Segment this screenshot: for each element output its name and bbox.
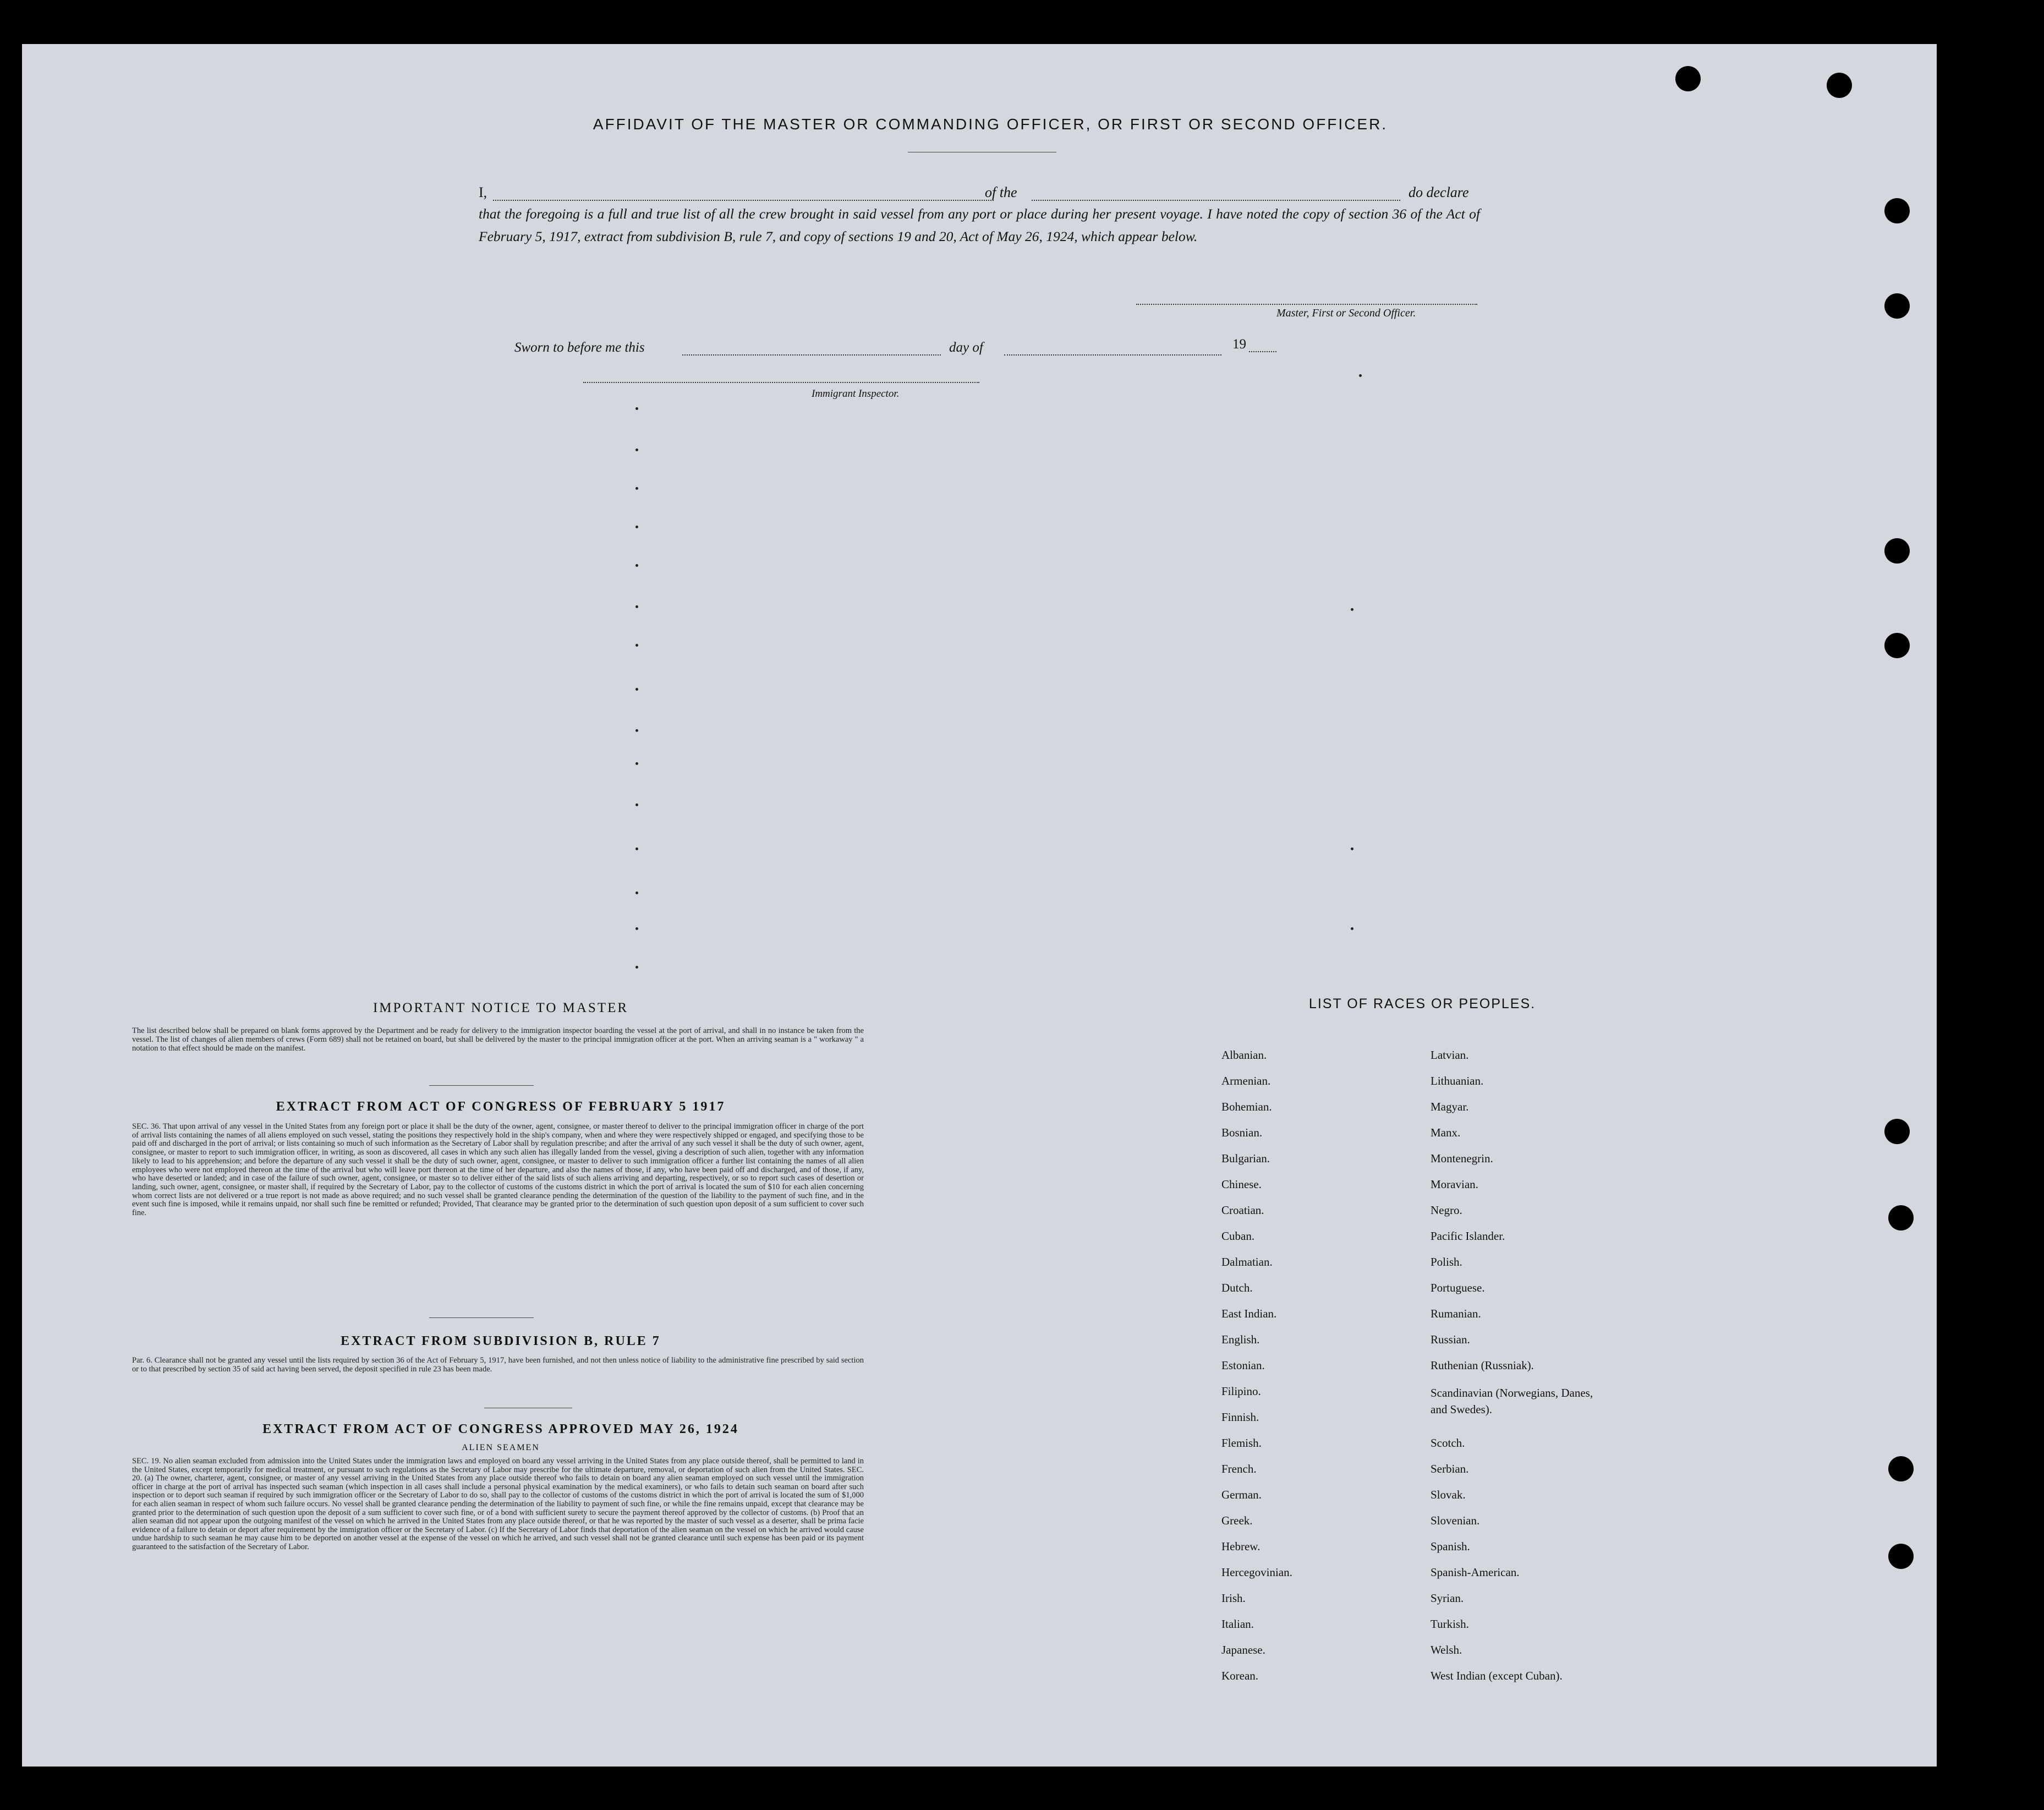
punch-hole (1884, 1119, 1910, 1144)
race-item: English. (1221, 1333, 1260, 1346)
inspector-caption: Immigrant Inspector. (812, 388, 900, 400)
race-item: Spanish-American. (1431, 1566, 1520, 1579)
race-item: West Indian (except Cuban). (1431, 1669, 1563, 1682)
race-item: Hercegovinian. (1221, 1566, 1292, 1579)
punch-hole (1884, 538, 1910, 564)
race-item: Montenegrin. (1431, 1152, 1493, 1165)
races-column-1 (1221, 1048, 1425, 1695)
sworn-year-field[interactable] (1249, 351, 1276, 352)
race-item: Ruthenian (Russniak). (1431, 1359, 1534, 1372)
speck (635, 564, 638, 567)
sworn-day-field[interactable] (682, 354, 941, 356)
race-item: Scotch. (1431, 1436, 1465, 1450)
race-item: Bohemian. (1221, 1100, 1272, 1113)
race-item: Manx. (1431, 1126, 1461, 1139)
race-item: Polish. (1431, 1255, 1462, 1268)
race-item: Greek. (1221, 1514, 1253, 1527)
race-item: Russian. (1431, 1333, 1470, 1346)
race-item: Chinese. (1221, 1178, 1262, 1191)
extract-1924-subtitle: ALIEN SEAMEN (462, 1443, 540, 1452)
race-item: Estonian. (1221, 1359, 1265, 1372)
speck (635, 762, 638, 765)
speck (635, 449, 638, 451)
extract-1917-text: SEC. 36. That upon arrival of any vessel in the United States from any foreign port or place it shall be the duty of the owner, agent, consignee, or master thereof to deliver to the principal immigration officer in charge of the port of arrival lists containing the names of all aliens employed on such vessel, stating the positions they respectively hold in the ship's company, when and where they were respectively shipped or engaged, and specifying those to be paid off and discharged in the port of arrival; or lists containing so much of such information as the Secretary of Labor shall by regulation prescribe; and after the arrival of any such vessel it shall be the duty of such owner, agent, consignee, or master to report to such immigration officer, in writing, as soon as discovered, all cases in which any such alien has illegally landed from the vessel, giving a description of such alien, together with any information likely to lead to his apprehension; and before the departure of any such vessel it shall be the duty of such owner, agent, consignee, or master to deliver to such immigration officer a further list containing the names of all alien employees who were not employed thereon at the time of the arrival but who will leave port thereon at the time of her departure, and also the names of those, if any, who have been paid off and discharged, and of those, if any, who have deserted or landed; and in case of the failure of such owner, agent, consignee, or master so to deliver either of the said lists of such aliens arriving and departing, respectively, or so to report such cases of desertion or landing, such owner, agent, consignee, or master shall, if required by the Secretary of Labor, pay to the collector of customs of the customs district in which the port of arrival is located the sum of $10 for each alien concerning whom correct lists are not delivered or a true report is not made as above required; and no such vessel shall be granted clearance pending the determination of the question of the liability to the payment of such fine, and in the event such fine is imposed, while it remains unpaid, nor shall such fine be remitted or refunded; Provided, That clearance may be granted prior to the determination of such question upon deposit of a sum sufficient to cover such fine. (132, 1122, 864, 1218)
speck (635, 526, 638, 528)
speck (1351, 608, 1353, 611)
race-item: Albanian. (1221, 1048, 1267, 1062)
day-of-label: day of (949, 340, 983, 355)
signature-caption: Master, First or Second Officer. (1276, 307, 1416, 319)
race-item: Dalmatian. (1221, 1255, 1273, 1268)
race-item: Scandinavian (Norwegians, Danes, and Swedes). (1431, 1386, 1593, 1416)
race-item: Latvian. (1431, 1048, 1469, 1062)
race-item: Negro. (1431, 1204, 1462, 1217)
punch-hole (1888, 1544, 1914, 1569)
speck (635, 487, 638, 490)
race-item: Dutch. (1221, 1281, 1253, 1294)
extract-1917-title: EXTRACT FROM ACT OF CONGRESS OF FEBRUARY 5 1917 (276, 1100, 726, 1114)
speck (635, 927, 638, 930)
race-item: Slovak. (1431, 1488, 1466, 1501)
rule7-text: Par. 6. Clearance shall not be granted any vessel until the lists required by section 36 of the Act of February 5, 1917, have been furnished, and not then unless notice of liability to the administrative fine prescribed by said section or to that prescribed by section 35 of said act having been served, the deposit specified in rule 23 has been made. (132, 1356, 864, 1374)
do-declare-label: do declare (1409, 184, 1469, 200)
race-item: Cuban. (1221, 1229, 1255, 1243)
notice-text: The list described below shall be prepared on blank forms approved by the Department and be ready for delivery to the immigration inspector boarding the vessel at the port of arrival, and shall in no instance be taken from the vessel. The list of changes of alien members of crews (Form 689) shall not be retained on board, but shall be delivered by the master to the principal immigration officer at the port. When an arriving seaman is a " workaway " a notation to that effect should be made on the manifest. (132, 1026, 864, 1053)
speck (1351, 927, 1353, 930)
race-item: Magyar. (1431, 1100, 1469, 1113)
race-item: Turkish. (1431, 1617, 1469, 1631)
race-item: Serbian. (1431, 1462, 1469, 1475)
extract-1924-title: EXTRACT FROM ACT OF CONGRESS APPROVED MAY 26, 1924 (262, 1422, 739, 1436)
speck (635, 966, 638, 969)
race-item: German. (1221, 1488, 1262, 1501)
race-item: Irish. (1221, 1592, 1246, 1605)
punch-hole (1884, 293, 1910, 319)
punch-hole (1884, 198, 1910, 223)
race-item: Rumanian. (1431, 1307, 1481, 1320)
punch-hole (1884, 633, 1910, 658)
race-item: Slovenian. (1431, 1514, 1480, 1527)
race-item: Armenian. (1221, 1074, 1271, 1087)
notice-title: IMPORTANT NOTICE TO MASTER (372, 1000, 629, 1015)
sworn-text: Sworn to before me this (514, 340, 645, 355)
race-item: Portuguese. (1431, 1281, 1485, 1294)
race-item: Korean. (1221, 1669, 1259, 1682)
race-item: Italian. (1221, 1617, 1254, 1631)
speck (1359, 374, 1362, 377)
race-item: East Indian. (1221, 1307, 1277, 1320)
speck (1351, 847, 1353, 850)
races-title: LIST OF RACES OR PEOPLES. (1308, 996, 1536, 1011)
inspector-signature-field[interactable] (583, 382, 979, 383)
speck (635, 644, 638, 647)
race-item: Hebrew. (1221, 1540, 1261, 1553)
punch-hole (1888, 1456, 1914, 1481)
speck (635, 803, 638, 806)
race-item: Flemish. (1221, 1436, 1262, 1450)
race-item: Spanish. (1431, 1540, 1470, 1553)
race-item: Bulgarian. (1221, 1152, 1270, 1165)
divider (429, 1085, 534, 1086)
speck (635, 688, 638, 691)
affidavit-body: that the foregoing is a full and true list of all the crew brought in said vessel from any port or place during her present voyage. I have noted the copy of section 36 of the Act of February 5, 1917, extract from subdivision B, rule 7, and copy of sections 19 and 20, Act of May 26, 1924, which appear below. (479, 206, 1480, 244)
vessel-name-field[interactable] (1032, 200, 1400, 201)
punch-hole (1888, 1205, 1914, 1231)
affidavit-title: AFFIDAVIT OF THE MASTER OR COMMANDING OFFICER, OR FIRST OR SECOND OFFICER. (593, 116, 1388, 133)
declarant-name-field[interactable] (493, 200, 994, 201)
race-item: Pacific Islander. (1431, 1229, 1505, 1243)
race-item: Filipino. (1221, 1385, 1261, 1398)
year-label: 19 (1232, 337, 1246, 352)
race-item: French. (1221, 1462, 1257, 1475)
of-the-label: of the (985, 184, 1017, 200)
rule7-title: EXTRACT FROM SUBDIVISION B, RULE 7 (341, 1334, 661, 1348)
race-item: Lithuanian. (1431, 1074, 1484, 1087)
speck (635, 847, 638, 850)
race-item: Japanese. (1221, 1643, 1265, 1656)
speck (635, 407, 638, 410)
punch-hole (1827, 73, 1852, 98)
extract-1924-text: SEC. 19. No alien seaman excluded from admission into the United States under the immigration laws and employed on board any vessel arriving in the United States from any place outside thereof, shall be permitted to land in the United States, except temporarily for medical treatment, or pursuant to such regulations as the Secretary of Labor may prescribe for the ultimate departure, removal, or deportation of such alien from the United States. SEC. 20. (a) The owner, charterer, agent, consignee, or master of any vessel arriving in the United States from any place outside thereof who fails to detain on board any alien seaman employed on such vessel until the immigration officer in charge at the port of arrival has inspected such seaman (which inspection in all cases shall include a personal physical examination by the medical examiners), or who fails to detain such seaman on board after such inspection or to deport such seaman if required by such immigration officer or the Secretary of Labor to do so, shall pay to the collector of customs of the customs district in which the port of arrival is located the sum of $1,000 for each alien seaman in respect of whom such failure occurs. No vessel shall be granted clearance pending the determination of the liability to payment of such fine, or while the fine remains unpaid, except that clearance may be granted prior to the determination of such question upon the deposit of a sum sufficient to cover such fine, or of a bond with sufficient surety to secure the payment thereof approved by the collector of customs. (b) Proof that an alien seaman did not appear upon the outgoing manifest of the vessel on which he arrived in the United States from any place outside thereof, or that he was reported by the master of such vessel as a deserter, shall be prima facie evidence of a failure to detain or deport after requirement by the immigration officer or the Secretary of Labor. (c) If the Secretary of Labor finds that deportation of the alien seaman on the vessel on which he arrived would cause undue hardship to such seaman he may cause him to be deported on another vessel at the expense of the vessel on which he arrived, and such vessel shall not be granted clearance until such expense has been paid or its payment guaranteed to the satisfaction of the Secretary of Labor. (132, 1457, 864, 1551)
declarant-label: I, (479, 184, 487, 200)
race-item: Finnish. (1221, 1410, 1259, 1424)
race-item: Welsh. (1431, 1643, 1462, 1656)
sworn-month-field[interactable] (1004, 354, 1221, 356)
races-column-2 (1431, 1048, 1662, 1695)
race-item: Bosnian. (1221, 1126, 1263, 1139)
punch-hole (1675, 66, 1701, 91)
speck (635, 892, 638, 894)
divider (429, 1317, 534, 1318)
race-item: Croatian. (1221, 1204, 1264, 1217)
speck (635, 605, 638, 608)
race-item: Syrian. (1431, 1592, 1464, 1605)
master-signature-field[interactable] (1136, 304, 1477, 305)
race-item: Moravian. (1431, 1178, 1478, 1191)
speck (635, 729, 638, 732)
